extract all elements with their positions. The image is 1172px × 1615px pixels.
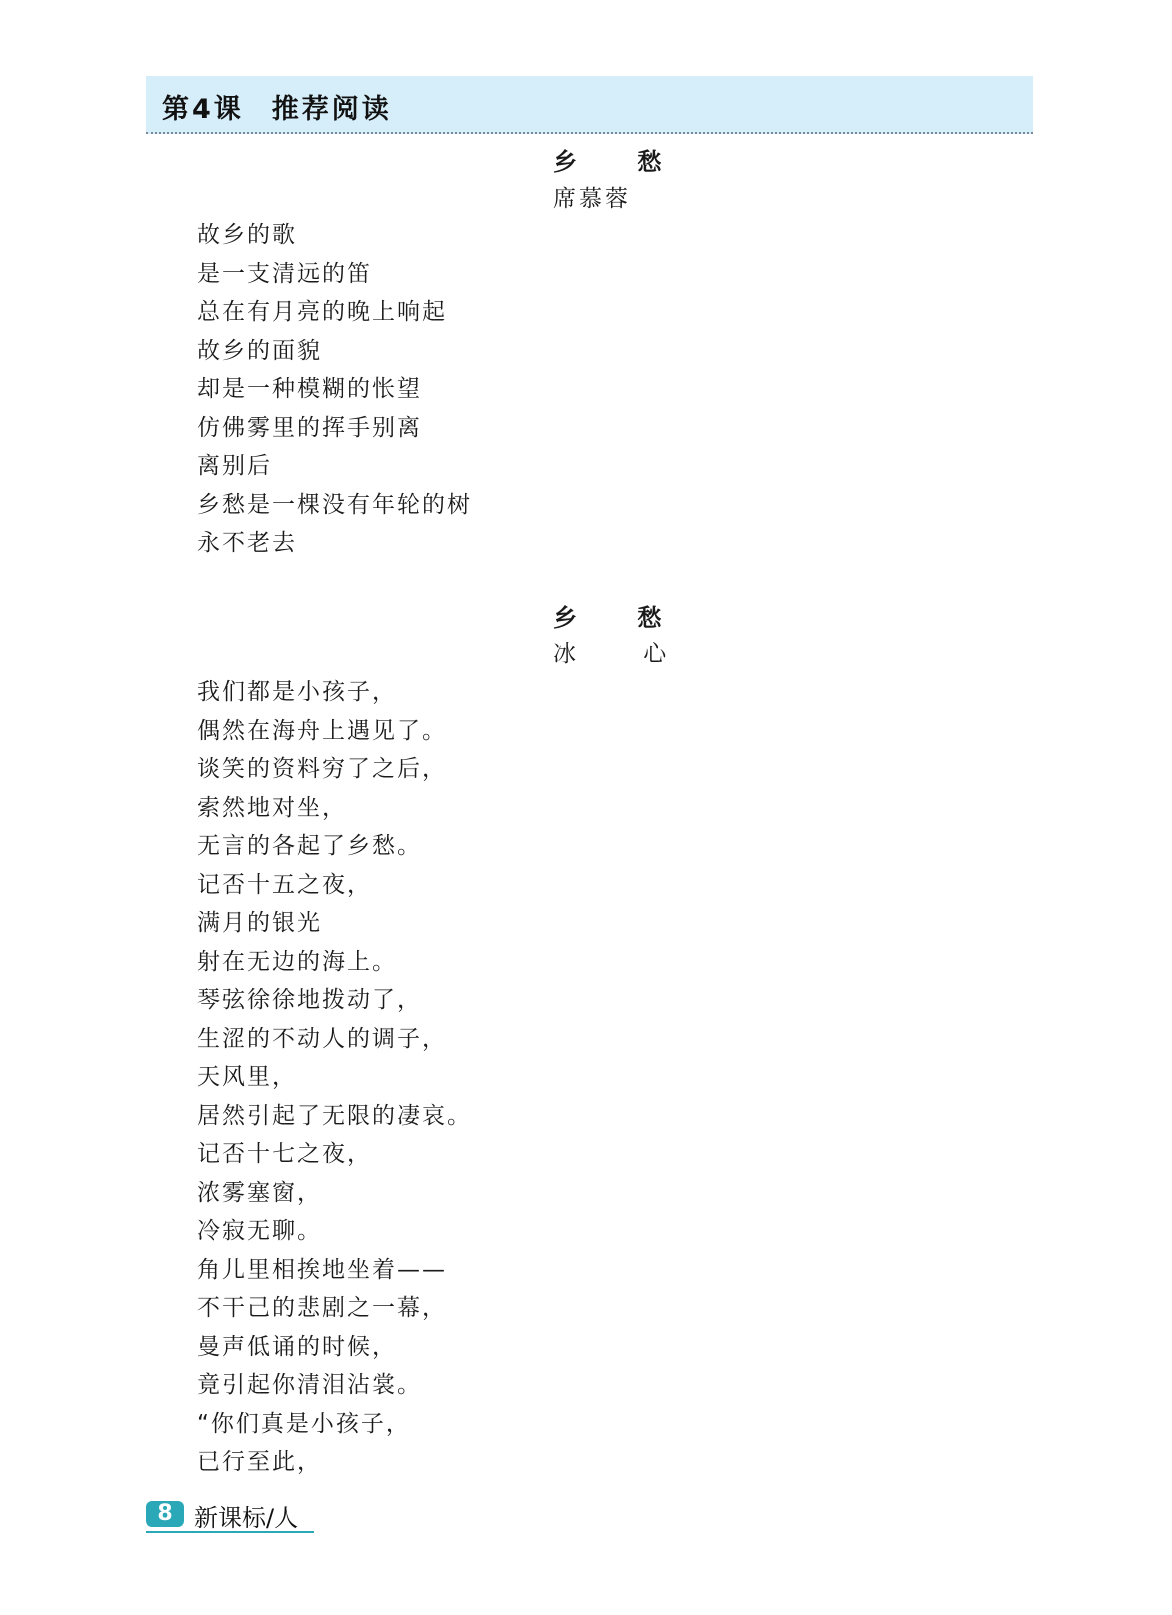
poem-line: 是一支清远的笛	[197, 260, 372, 287]
poem2-lines	[197, 673, 472, 1482]
section-title: 推荐阅读	[271, 94, 392, 125]
poem-line: 离别后	[197, 453, 272, 479]
poem-line: 竟引起你清泪沾裳。	[197, 1372, 422, 1398]
lesson-number: 第4课	[162, 94, 244, 125]
header-title	[162, 87, 392, 126]
page-number-badge: 8	[146, 1501, 184, 1527]
poem-line: 满月的银光	[197, 910, 322, 936]
poem-line: 居然引起了无限的凄哀。	[197, 1102, 472, 1129]
poem-line: 乡愁是一棵没有年轮的树	[197, 491, 472, 518]
poem-line: 记否十五之夜，	[197, 871, 372, 898]
poem-line: 不干己的悲剧之一幕，	[197, 1295, 447, 1321]
poem-line: 故乡的面貌	[197, 337, 322, 364]
poem-line: 已行至此，	[197, 1449, 322, 1475]
poem-line: 仿佛雾里的挥手别离	[197, 414, 422, 441]
poem1-lines	[197, 216, 472, 563]
poem-line: 无言的各起了乡愁。	[197, 833, 422, 859]
poem1-author: 席慕蓉	[553, 186, 631, 212]
poem-line: 我们都是小孩子，	[197, 679, 397, 705]
poem-line: 射在无边的海上。	[197, 948, 397, 975]
poem-line: 曼声低诵的时候，	[197, 1333, 397, 1360]
poem-line: 永不老去	[197, 530, 297, 556]
poem-line: 记否十七之夜，	[197, 1141, 372, 1167]
poem-line: 天风里，	[197, 1064, 297, 1090]
poem-line: 角儿里相挨地坐着——	[197, 1256, 447, 1283]
poem2-author: 冰 心	[553, 641, 697, 667]
series-label: 新课标/人	[194, 1504, 299, 1532]
lesson-header	[146, 76, 1033, 134]
poem-line: 偶然在海舟上遇见了。	[197, 717, 447, 744]
poem-line: 谈笑的资料穷了之后，	[197, 756, 447, 782]
poem-line: 却是一种模糊的怅望	[197, 376, 422, 402]
poem-line: 琴弦徐徐地拨动了，	[197, 987, 422, 1013]
poem-line: 索然地对坐，	[197, 794, 347, 821]
page-footer	[146, 1499, 314, 1533]
poem-line: 故乡的歌	[197, 222, 297, 248]
poem1-title: 乡 愁	[553, 148, 688, 176]
poem-line: 总在有月亮的晚上响起	[197, 299, 447, 325]
poem-line: 冷寂无聊。	[197, 1218, 322, 1244]
poem2-title: 乡 愁	[553, 604, 688, 632]
poem-line: 生涩的不动人的调子，	[197, 1025, 447, 1052]
poem-line: “你们真是小孩子，	[197, 1410, 411, 1437]
poem-line: 浓雾塞窗，	[197, 1179, 322, 1206]
